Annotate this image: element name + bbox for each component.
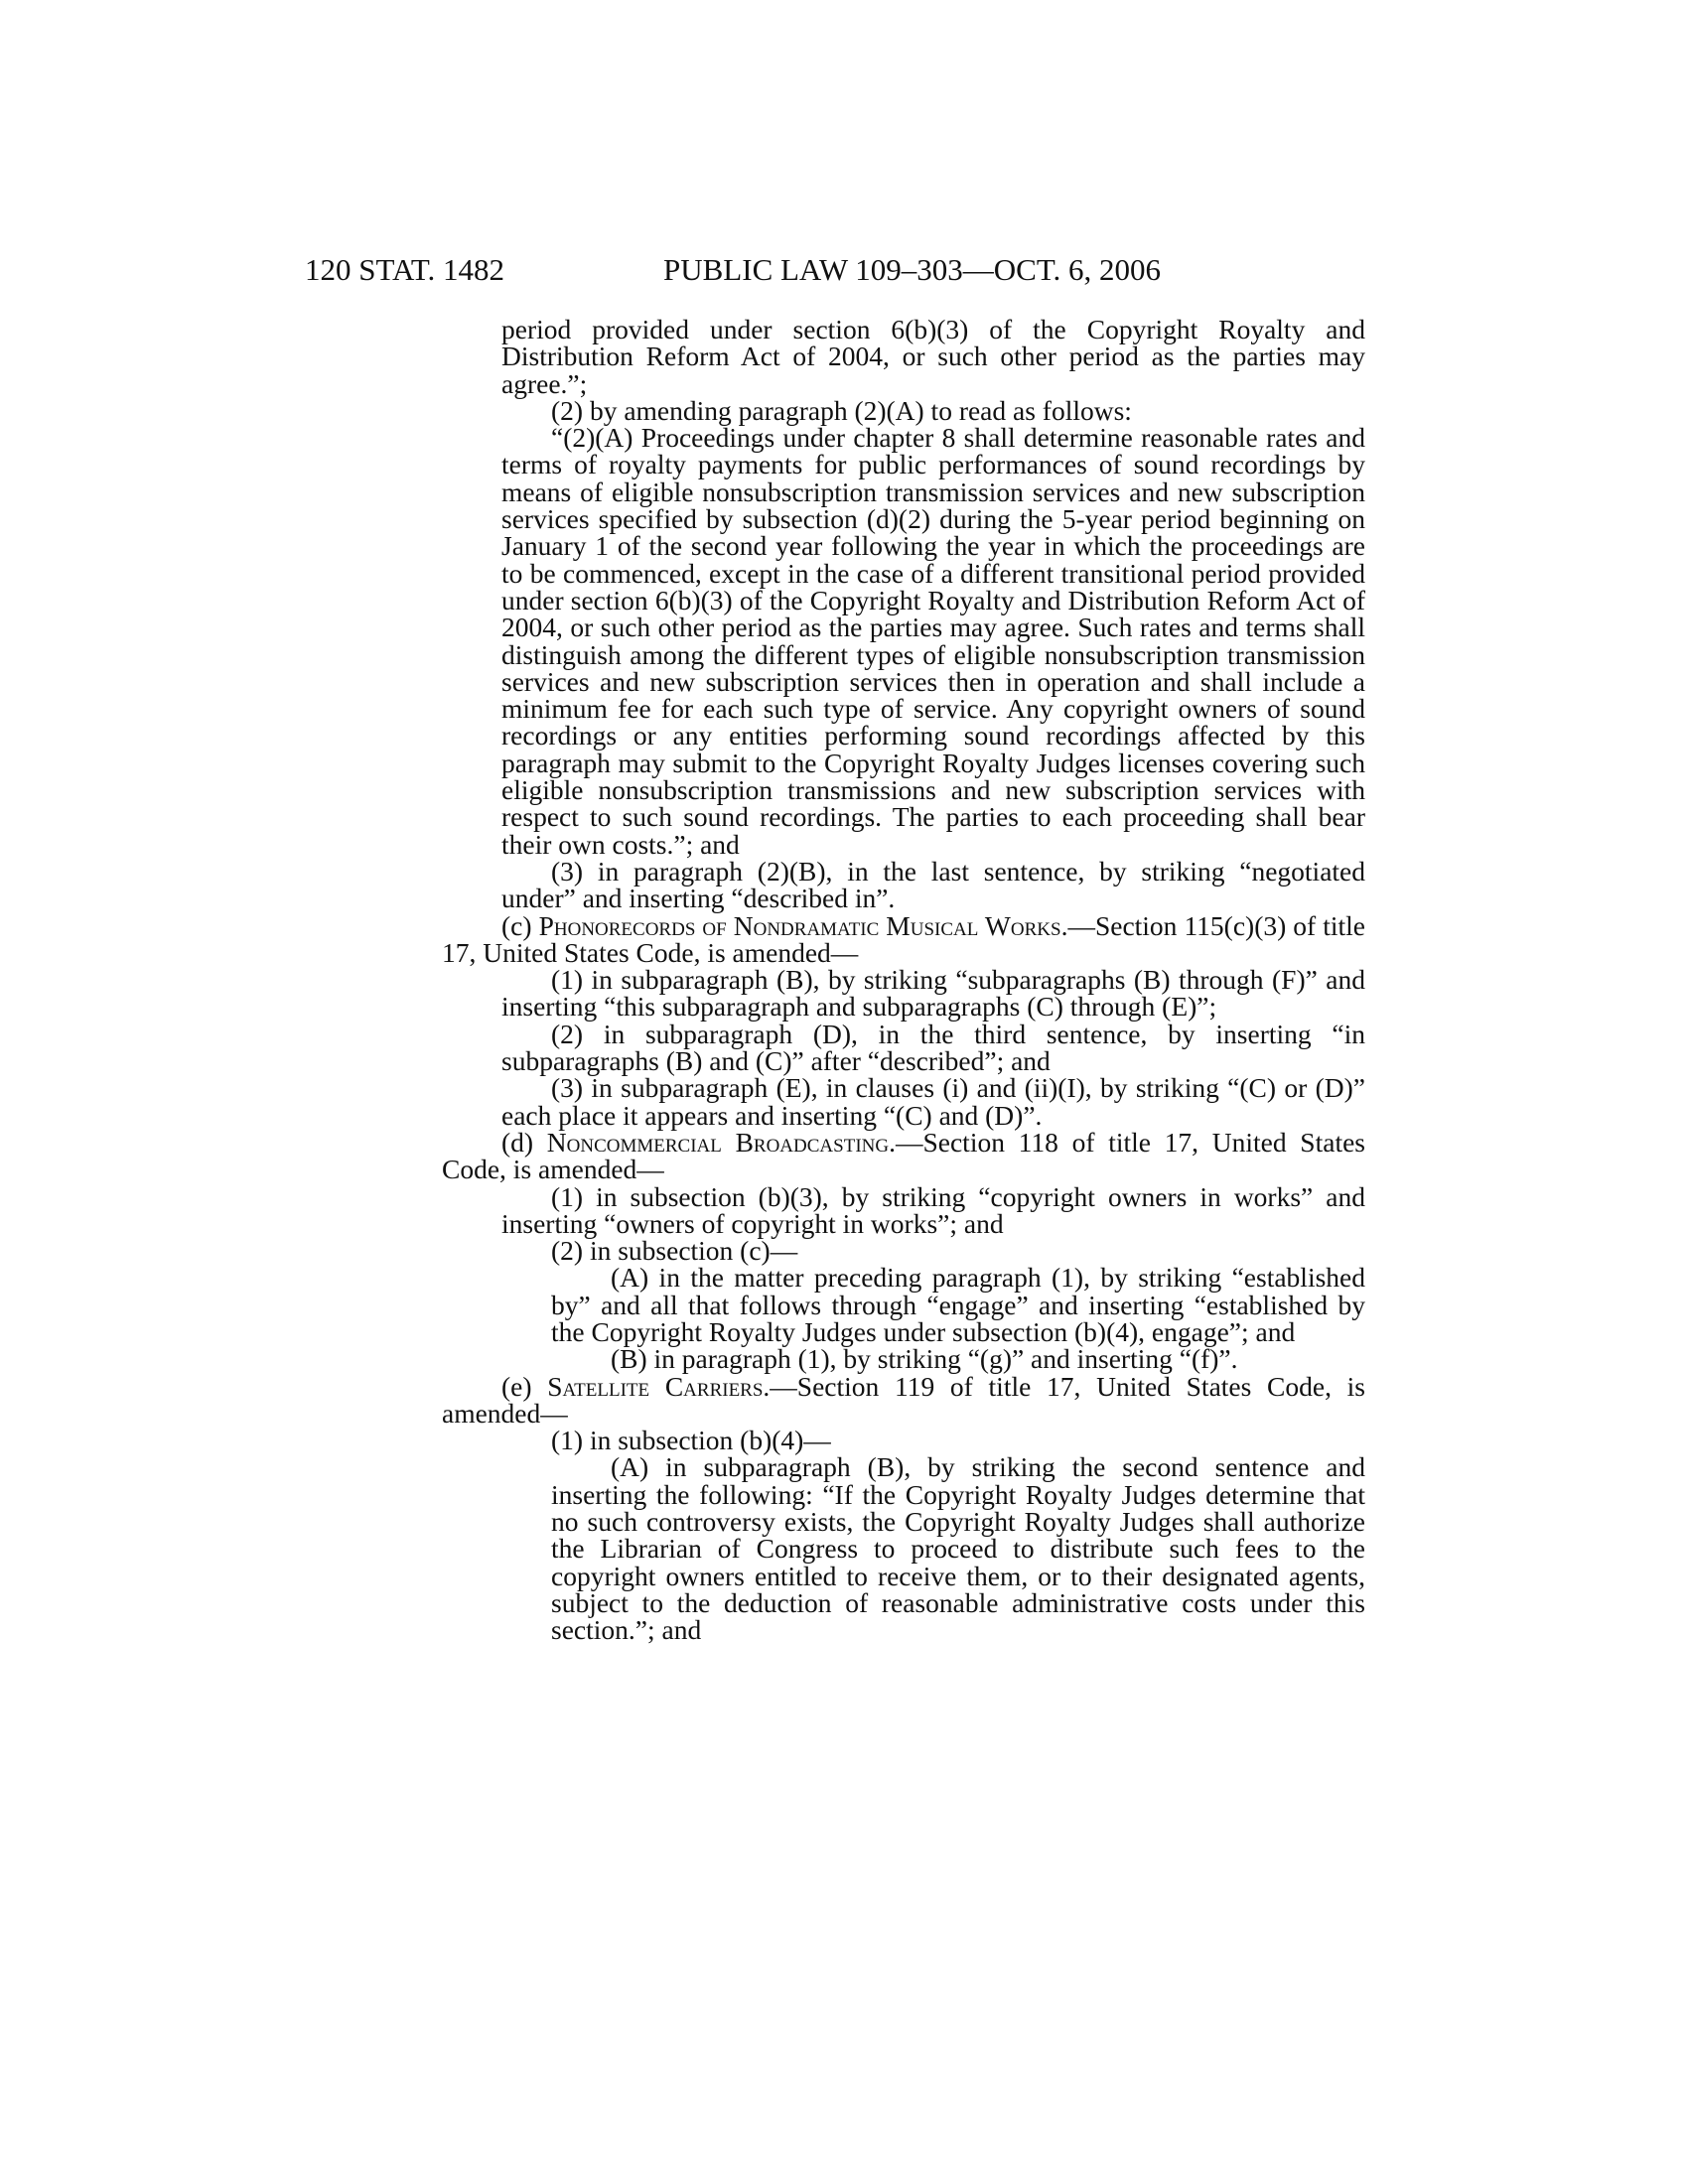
subsection-e-label: (e)	[501, 1370, 532, 1402]
subsection-e-text: .—Section 119 of title 17, United States Code, is amended—	[442, 1370, 1366, 1429]
subsection-c-item-1: (1) in subparagraph (B), by striking “subparagraphs (B) through (F)” and inserting “this subparagraph and subparagraphs (C) through (E)”;	[501, 964, 1365, 1023]
quoted-paragraph-2a: “(2)(A) Proceedings under chapter 8 shall determine reasonable rates and terms of royalty payments for public performances of sound recordings by means of eligible nonsubscription transmission services and new subscription services specified by subsection (d)(2) during the 5-year period beginning on January 1 of the second year following the year in which the proceedings are to be commenced, except in the case of a different transitional period provided under section 6(b)(3) of the Copyright Royalty and Distribution Reform Act of 2004, or such other period as the parties may agree. Such rates and terms shall distinguish among the different types of eligible nonsubscription transmission services and new subscription services then in operation and shall include a minimum fee for each such type of service. Any copyright owners of sound recordings or any entities performing sound recordings affected by this paragraph may submit to the Copyright Royalty Judges licenses covering such eligible nonsubscription transmissions and new subscription services with respect to such sound recordings. The parties to each proceeding shall bear their own costs.”; and	[501, 422, 1365, 860]
subsection-c-label: (c)	[501, 909, 532, 941]
subsection-c-heading: Phonorecords of Nondramatic Musical Works	[538, 909, 1061, 941]
amendment-2: (2) by amending paragraph (2)(A) to read as follows:	[551, 394, 1132, 426]
law-title: PUBLIC LAW 109–303—OCT. 6, 2006	[663, 252, 1161, 287]
statute-body	[442, 314, 1366, 1646]
amendment-3: (3) in paragraph (2)(B), in the last sentence, by striking “negotiated under” and inserting “described in”.	[501, 855, 1365, 914]
paragraph-continuation: period provided under section 6(b)(3) of the Copyright Royalty and Distribution Reform Act of 2004, or such other period as the parties may agree.”;	[501, 314, 1365, 399]
subsection-c	[442, 909, 1366, 968]
subsection-d	[442, 1126, 1365, 1185]
subsection-d-item-2b: (B) in paragraph (1), by striking “(g)” and inserting “(f)”.	[611, 1343, 1238, 1375]
subsection-d-heading: Noncommercial Broadcasting	[546, 1126, 890, 1158]
subsection-d-item-2: (2) in subsection (c)—	[551, 1235, 798, 1267]
subsection-d-item-1: (1) in subsection (b)(3), by striking “copyright owners in works” and inserting “owners of copyright in works”; and	[501, 1180, 1365, 1239]
subsection-c-item-2: (2) in subparagraph (D), in the third sentence, by inserting “in subparagraphs (B) and (C)” after “described”; and	[501, 1018, 1365, 1077]
subsection-d-item-2a: (A) in the matter preceding paragraph (1), by striking “established by” and all that follows through “engage” and inserting “established by the Copyright Royalty Judges under subsection (b)(4), engage”; and	[551, 1262, 1365, 1347]
subsection-d-label: (d)	[501, 1126, 534, 1158]
subsection-e-item-1: (1) in subsection (b)(4)—	[551, 1425, 831, 1456]
subsection-c-item-3: (3) in subparagraph (E), in clauses (i) and (ii)(I), by striking “(C) or (D)” each place it appears and inserting “(C) and (D)”.	[501, 1072, 1365, 1131]
subsection-d-text: .—Section 118 of title 17, United States Code, is amended—	[442, 1126, 1365, 1185]
subsection-e-heading: Satellite Carriers	[547, 1370, 764, 1402]
subsection-e-item-1a: (A) in subparagraph (B), by striking the second sentence and inserting the following: “If the Copyright Royalty Judges determine that no such controversy exists, the Copyright Royalty Judges shall authorize the Librarian of Congress to proceed to distribute such fees to the copyright owners entitled to receive them, or to their designated agents, subject to the deduction of reasonable administrative costs under this section.”; and	[551, 1451, 1365, 1646]
stat-reference: 120 STAT. 1482	[305, 252, 505, 287]
subsection-c-text: .—Section 115(c)(3) of title 17, United States Code, is amended—	[442, 909, 1366, 968]
page-header	[0, 250, 1688, 290]
subsection-e	[442, 1370, 1366, 1429]
